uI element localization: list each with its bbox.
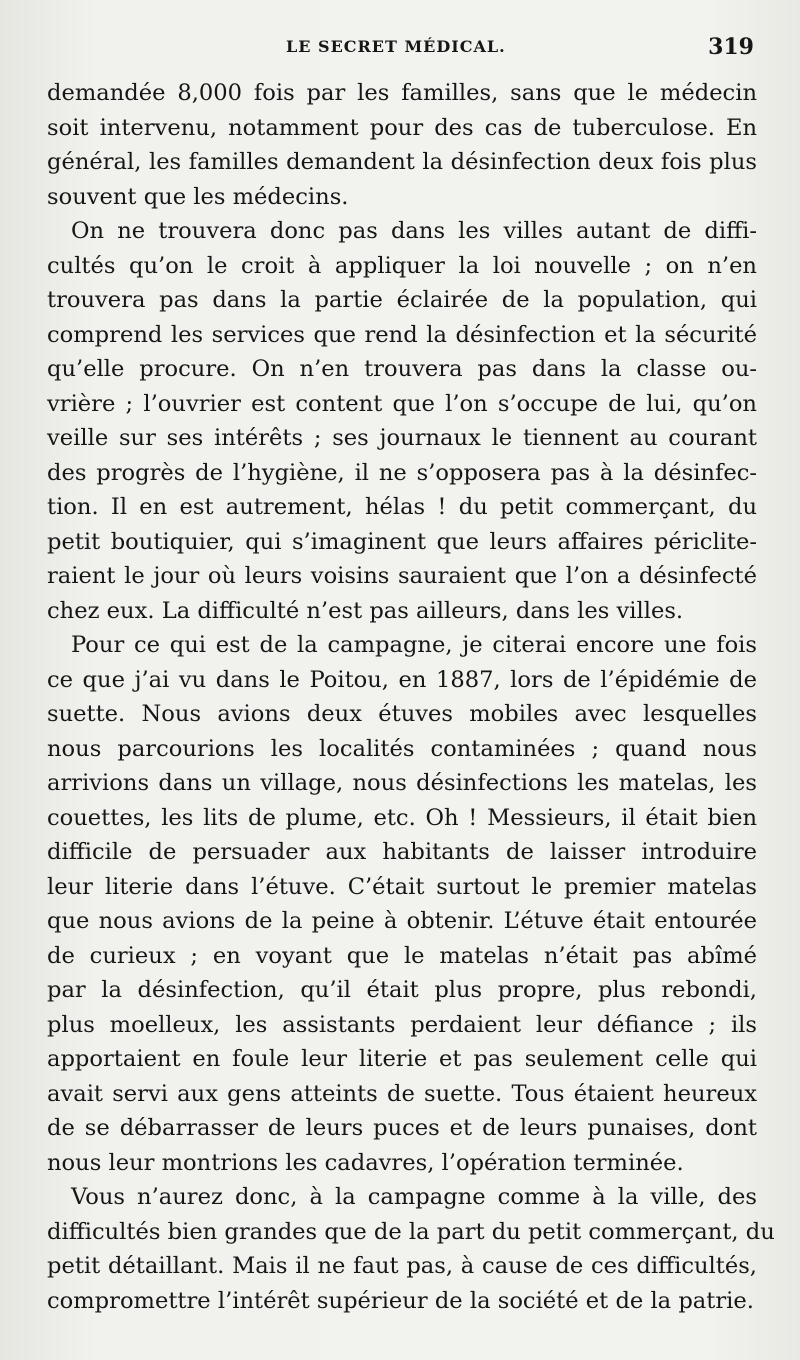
page-header bbox=[46, 34, 756, 64]
page-number: 319 bbox=[708, 34, 754, 60]
text-line: veille sur ses intérêts ; ses journaux le tiennent au courant bbox=[47, 425, 757, 451]
text-line: plus moelleux, les assistants perdaient leur défiance ; ils bbox=[47, 1011, 757, 1038]
text-line: difficultés bien grandes que de la part du petit commerçant, du bbox=[47, 1218, 775, 1245]
text-line: nous parcourions les localités contaminées ; quand nous bbox=[47, 735, 757, 762]
text-line: qu’elle procure. On n’en trouvera pas dans la classe ou- bbox=[47, 356, 757, 382]
text-line: comprend les services que rend la désinfection et la sécurité bbox=[47, 321, 757, 348]
paragraph bbox=[47, 628, 757, 1180]
text-line: général, les familles demandent la désinfection deux fois plus bbox=[47, 149, 757, 175]
text-line: arrivions dans un village, nous désinfections les matelas, les bbox=[47, 770, 757, 796]
text-line: raient le jour où leurs voisins sauraient que l’on a désinfecté bbox=[47, 563, 757, 589]
text-line: difficile de persuader aux habitants de laisser introduire bbox=[47, 839, 757, 865]
text-line: petit boutiquier, qui s’imaginent que leurs affaires périclite- bbox=[47, 528, 757, 555]
text-line: par la désinfection, qu’il était plus propre, plus rebondi, bbox=[47, 977, 757, 1003]
text-line: cultés qu’on le croit à appliquer la loi nouvelle ; on n’en bbox=[47, 252, 757, 279]
text-line: couettes, les lits de plume, etc. Oh ! Messieurs, il était bien bbox=[47, 804, 757, 831]
text-line: avait servi aux gens atteints de suette. Tous étaient heureux bbox=[47, 1080, 757, 1107]
text-line: Vous n’aurez donc, à la campagne comme à la ville, des bbox=[71, 1184, 757, 1210]
text-line: apportaient en foule leur literie et pas seulement celle qui bbox=[47, 1046, 757, 1072]
text-line: de se débarrasser de leurs puces et de leurs punaises, dont bbox=[47, 1115, 757, 1141]
text-line: nous leur montrions les cadavres, l’opération terminée. bbox=[47, 1149, 684, 1176]
body-text bbox=[47, 76, 775, 1318]
text-line: suette. Nous avions deux étuves mobiles avec lesquelles bbox=[47, 701, 757, 727]
text-line: petit détaillant. Mais il ne faut pas, à cause de ces difficultés, bbox=[47, 1253, 757, 1279]
text-line: des progrès de l’hygiène, il ne s’opposera pas à la désinfec- bbox=[47, 459, 757, 486]
text-line: vrière ; l’ouvrier est content que l’on s’occupe de lui, qu’on bbox=[47, 390, 757, 417]
paragraph bbox=[47, 214, 757, 628]
text-line: On ne trouvera donc pas dans les villes autant de diffi- bbox=[71, 218, 757, 244]
text-line: Pour ce qui est de la campagne, je citerai encore une fois bbox=[71, 632, 757, 658]
paragraph bbox=[47, 76, 757, 214]
text-line: que nous avions de la peine à obtenir. L’étuve était entourée bbox=[47, 908, 757, 934]
text-line: ce que j’ai vu dans le Poitou, en 1887, lors de l’épidémie de bbox=[47, 666, 757, 693]
text-line: tion. Il en est autrement, hélas ! du petit commerçant, du bbox=[47, 494, 757, 520]
text-line: compromettre l’intérêt supérieur de la société et de la patrie. bbox=[47, 1287, 754, 1314]
paragraph bbox=[47, 1180, 775, 1318]
text-line: leur literie dans l’étuve. C’était surtout le premier matelas bbox=[47, 873, 757, 900]
text-line: chez eux. La difficulté n’est pas ailleurs, dans les villes. bbox=[47, 597, 684, 624]
text-line: trouvera pas dans la partie éclairée de la population, qui bbox=[47, 287, 757, 313]
text-line: demandée 8,000 fois par les familles, sans que le médecin bbox=[47, 80, 757, 106]
running-title: LE SECRET MÉDICAL. bbox=[286, 37, 506, 56]
text-line: soit intervenu, notamment pour des cas de tuberculose. En bbox=[47, 114, 757, 141]
text-line: de curieux ; en voyant que le matelas n’était pas abîmé bbox=[47, 942, 757, 969]
text-line: souvent que les médecins. bbox=[47, 183, 349, 210]
